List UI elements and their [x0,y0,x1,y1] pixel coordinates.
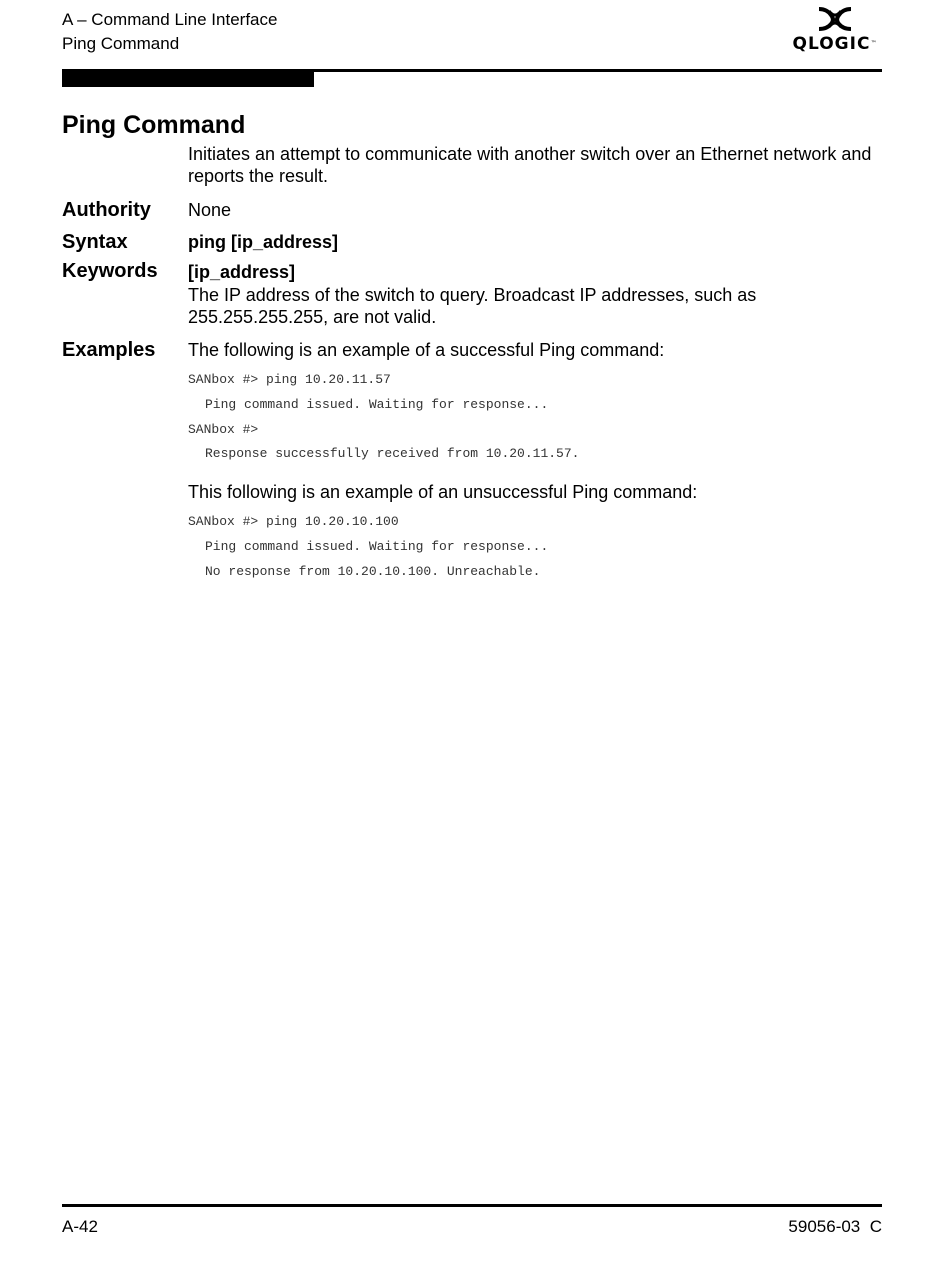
header-chapter: A – Command Line Interface [62,10,278,29]
keywords-label: Keywords [62,260,158,282]
code-line: Ping command issued. Waiting for response... [205,397,549,412]
authority-value: None [188,200,232,220]
syntax-label: Syntax [62,231,128,253]
authority-label: Authority [62,199,151,221]
code-line: SANbox #> ping 10.20.10.100 [188,514,399,529]
success-example-intro: The following is an example of a successful Ping command: [188,340,665,360]
code-line: Response successfully received from 10.20.11.57. [205,446,580,461]
code-line: Ping command issued. Waiting for response... [205,539,549,554]
keyword-description: The IP address of the switch to query. Broadcast IP addresses, such as 255.255.255.255, are not valid. [188,285,757,327]
logo-trademark: ™ [870,40,878,47]
page-number: A-42 [62,1217,98,1236]
code-line: SANbox #> ping 10.20.11.57 [188,372,391,387]
document-id: 59056-03 C [788,1217,882,1236]
code-line: No response from 10.20.10.100. Unreachable. [205,564,541,579]
footer-rule [62,1204,882,1207]
header-section: Ping Command [62,34,180,53]
examples-label: Examples [62,339,156,361]
code-line: SANbox #> [188,422,259,437]
syntax-value: ping [ip_address] [188,232,339,252]
command-description: Initiates an attempt to communicate with another switch over an Ethernet network and reports the result. [188,144,872,186]
failure-example-intro: This following is an example of an unsuccessful Ping command: [188,482,698,502]
keyword-name: [ip_address] [188,262,296,282]
qlogic-logo [788,6,882,62]
logo-wordmark: QLOGIC [792,34,871,54]
page-title: Ping Command [62,111,246,139]
qlogic-mark-icon [815,6,855,32]
header-tab-bar [62,72,314,87]
